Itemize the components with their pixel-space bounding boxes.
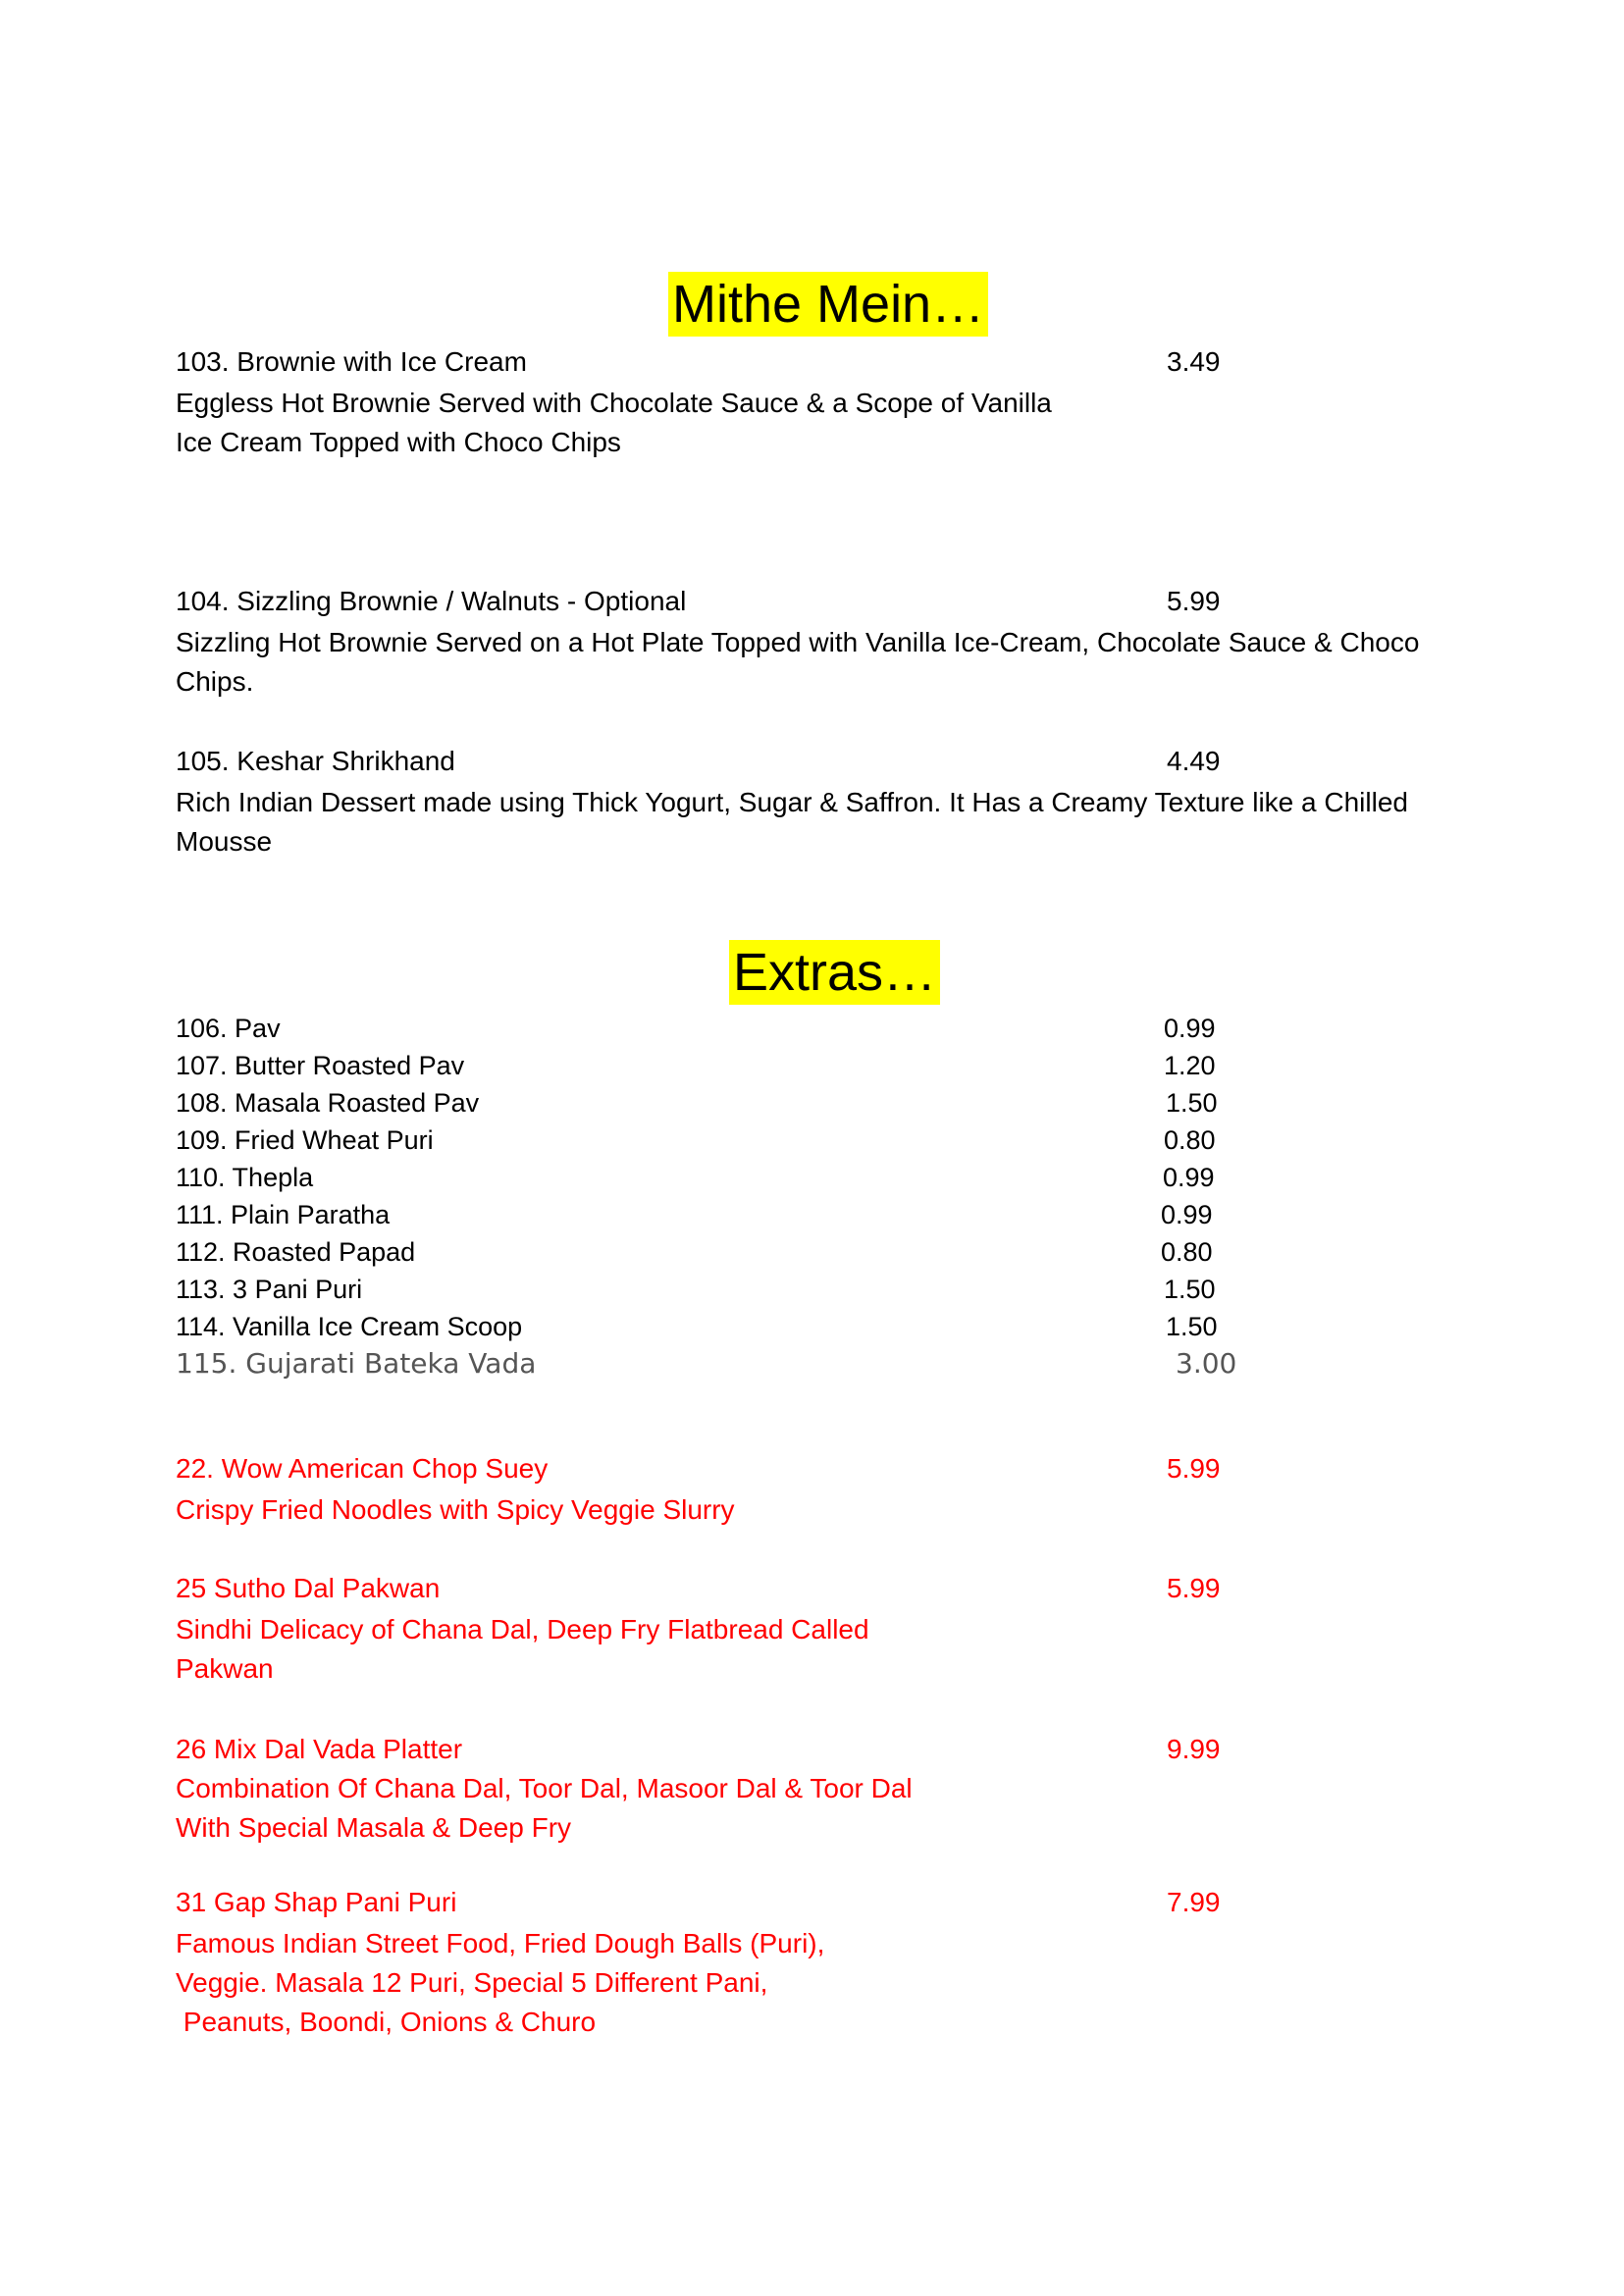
item-price: 3.49 [1167, 346, 1221, 377]
item-price: 4.49 [1167, 746, 1221, 776]
extra-item-name: 109. Fried Wheat Puri [176, 1125, 434, 1155]
special-item-price: 5.99 [1167, 1453, 1221, 1484]
extra-item-name: 114. Vanilla Ice Cream Scoop [176, 1312, 523, 1341]
item-description: Chips. [176, 666, 254, 697]
item-description: Rich Indian Dessert made using Thick Yogurt, Sugar & Saffron. It Has a Creamy Texture like a Chilled [176, 787, 1408, 817]
extra-item-price: 1.50 [1166, 1312, 1218, 1341]
extra-item-name: 112. Roasted Papad [176, 1237, 416, 1267]
special-item-name: 22. Wow American Chop Suey [176, 1453, 549, 1484]
extra-item-name: 107. Butter Roasted Pav [176, 1051, 465, 1080]
special-item-description: Peanuts, Boondi, Onions & Churo [176, 2007, 597, 2037]
section-title-extras: Extras… [729, 940, 940, 1005]
item-description: Ice Cream Topped with Choco Chips [176, 427, 621, 457]
extra-item-price: 0.99 [1161, 1200, 1213, 1229]
item-name: 104. Sizzling Brownie / Walnuts - Optional [176, 586, 687, 616]
item-name: 105. Keshar Shrikhand [176, 746, 455, 776]
item-description: Mousse [176, 826, 273, 857]
special-item-name: 25 Sutho Dal Pakwan [176, 1573, 441, 1603]
item-description: Eggless Hot Brownie Served with Chocolate Sauce & a Scope of Vanilla [176, 388, 1052, 418]
extra-item-price: 3.00 [1176, 1347, 1237, 1380]
extra-item-price: 0.80 [1164, 1125, 1216, 1155]
extra-item-price: 0.99 [1164, 1014, 1216, 1043]
special-item-price: 5.99 [1167, 1573, 1221, 1603]
special-item-description: Veggie. Masala 12 Puri, Special 5 Different Pani, [176, 1967, 768, 1998]
extra-item-price: 1.50 [1166, 1088, 1218, 1118]
extra-item-price: 0.80 [1161, 1237, 1213, 1267]
extra-item-price: 1.20 [1164, 1051, 1216, 1080]
special-item-price: 7.99 [1167, 1887, 1221, 1917]
special-item-description: Pakwan [176, 1653, 274, 1684]
extra-item-price: 0.99 [1163, 1163, 1215, 1192]
extra-item-name: 106. Pav [176, 1014, 281, 1043]
special-item-name: 26 Mix Dal Vada Platter [176, 1734, 463, 1764]
special-item-description: Sindhi Delicacy of Chana Dal, Deep Fry Flatbread Called [176, 1614, 869, 1644]
special-item-name: 31 Gap Shap Pani Puri [176, 1887, 457, 1917]
item-price: 5.99 [1167, 586, 1221, 616]
extra-item-name: 110. Thepla [176, 1163, 314, 1192]
item-name: 103. Brownie with Ice Cream [176, 346, 527, 377]
special-item-description: Crispy Fried Noodles with Spicy Veggie Slurry [176, 1494, 735, 1525]
section-title-mithe-mein: Mithe Mein… [668, 272, 988, 337]
special-item-price: 9.99 [1167, 1734, 1221, 1764]
extra-item-name: 111. Plain Paratha [176, 1200, 391, 1229]
extra-item-name: 115. Gujarati Bateka Vada [176, 1347, 537, 1380]
extra-item-name: 108. Masala Roasted Pav [176, 1088, 480, 1118]
special-item-description: Famous Indian Street Food, Fried Dough Balls (Puri), [176, 1928, 825, 1958]
extra-item-price: 1.50 [1164, 1275, 1216, 1304]
special-item-description: Combination Of Chana Dal, Toor Dal, Masoor Dal & Toor Dal [176, 1773, 913, 1803]
special-item-description: With Special Masala & Deep Fry [176, 1812, 572, 1843]
extra-item-name: 113. 3 Pani Puri [176, 1275, 363, 1304]
item-description: Sizzling Hot Brownie Served on a Hot Plate Topped with Vanilla Ice-Cream, Chocolate Sauce & Choco [176, 627, 1420, 657]
